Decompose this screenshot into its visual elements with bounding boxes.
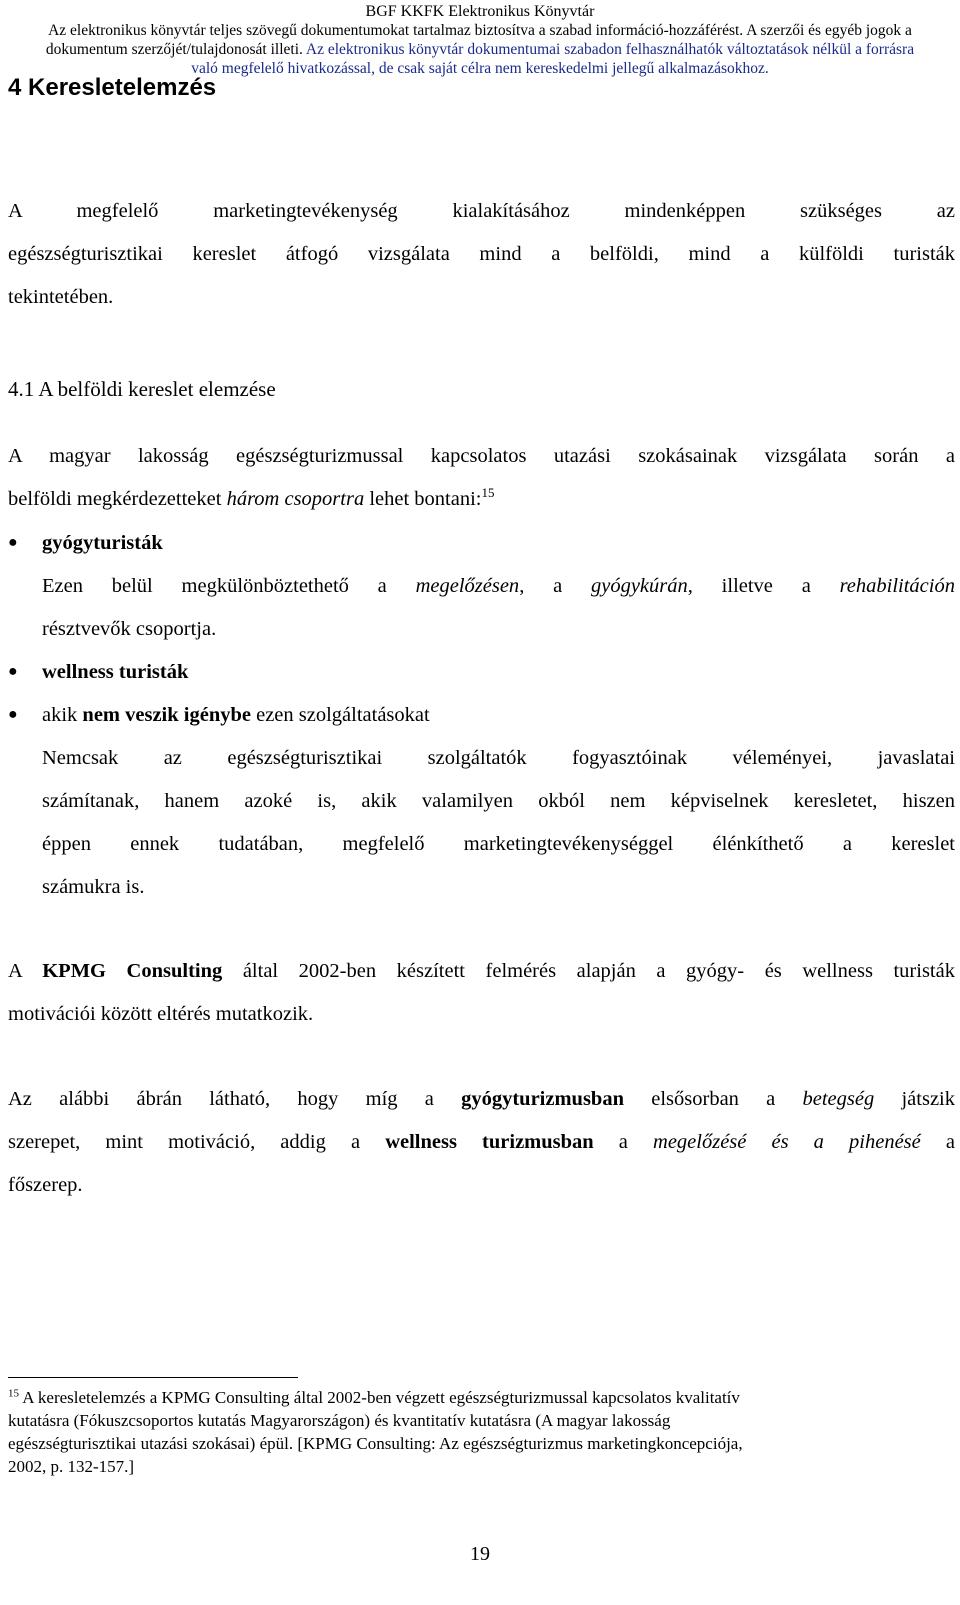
section-para-text: belföldi megkérdezetteket: [8, 488, 227, 510]
fig-l1-post: játszik: [874, 1088, 955, 1110]
figure-para-line-1: [8, 1078, 955, 1121]
footnote-number: 15: [8, 1387, 19, 1400]
bullet-dot-icon: ●: [8, 663, 18, 680]
bullet-2-title: [42, 651, 955, 694]
bullet-dot-icon: ●: [8, 534, 18, 551]
section-para-line-2: [8, 478, 955, 521]
library-header-notice-line3: való megfelelő hivatkozással, de csak saját célra nem kereskedelmi jellegű alkalmazásokhoz.: [191, 60, 769, 77]
footnote-line-3: egészségturisztikai utazási szokásai) épül. [KPMG Consulting: Az egészségturizmus marketingkoncepciója,: [8, 1434, 743, 1453]
b1-italic-2: gyógykúrán: [590, 575, 688, 597]
intro-line-2: egészségturisztikai kereslet átfogó vizsgálata mind a belföldi, mind a külföldi turisták: [8, 243, 955, 265]
footnote-separator: [8, 1377, 298, 1378]
b3-post: ezen szolgáltatásokat: [250, 704, 430, 726]
fig-l2-pre: szerepet, mint motiváció, addig a: [8, 1131, 386, 1153]
header-notice-link-text: Az elektronikus könyvtár dokumentumai szabadon felhasználhatók változtatások nélkül a forrásra: [302, 41, 915, 58]
bullet-3-line-2: Nemcsak az egészségturisztikai szolgáltatók fogyasztóinak véleményei, javaslatai: [42, 747, 955, 769]
kpmg-pre: A: [8, 960, 43, 982]
kpmg-post: által 2002-ben készített felmérés alapján a gyógy- és wellness turisták: [222, 960, 955, 982]
fig-l1-bold: gyógyturizmusban: [461, 1088, 624, 1110]
kpmg-para-line-1: [8, 950, 955, 993]
fig-l2-italic: megelőzésé és a pihenésé: [653, 1131, 921, 1153]
intro-line-3: tekintetében.: [8, 286, 114, 308]
library-header-title: BGF KKFK Elektronikus Könyvtár: [365, 3, 595, 20]
figure-para-line-3: főszerep.: [8, 1174, 83, 1196]
section-para-italic: három csoportra: [226, 488, 365, 510]
footnote: [8, 1386, 955, 1478]
bullet-2-title-text: wellness turisták: [42, 661, 189, 683]
b1-text: Ezen belül megkülönböztethető a: [42, 575, 416, 597]
bullet-3-line-3: számítanak, hanem azoké is, akik valamilyen okból nem képviselnek keresletet, hiszen: [42, 790, 955, 812]
footnote-line-4: 2002, p. 132-157.]: [8, 1457, 135, 1476]
section-para-line-1: A magyar lakosság egészségturizmussal kapcsolatos utazási szokásainak vizsgálata során a: [8, 445, 955, 467]
footnote-line-1: [8, 1386, 955, 1409]
bullet-3-line-4: éppen ennek tudatában, megfelelő marketingtevékenységgel élénkíthető a kereslet: [42, 833, 955, 855]
fig-l2-post: a: [920, 1131, 955, 1153]
bullet-dot-icon: ●: [8, 706, 18, 723]
section-para-text-post: lehet bontani:: [364, 488, 482, 510]
library-header-notice-line2: [0, 40, 960, 59]
bullet-1-title: [42, 522, 955, 565]
chapter-title: 4 Keresletelemzés: [8, 74, 217, 101]
page-number: 19: [470, 1543, 490, 1565]
fig-l1-italic: betegség: [802, 1088, 875, 1110]
fig-l2-bold: wellness turizmusban: [385, 1131, 594, 1153]
kpmg-para-line-2: motivációi között eltérés mutatkozik.: [8, 1003, 314, 1025]
figure-para-line-2: [8, 1121, 955, 1164]
kpmg-bold: KPMG Consulting: [42, 960, 223, 982]
fig-l2-mid: a: [593, 1131, 654, 1153]
library-header-notice-line1: Az elektronikus könyvtár teljes szövegű dokumentumokat tartalmaz biztosítva a szabad információ-hozzáférést. A szerzői és egyéb jogok a: [48, 22, 912, 39]
intro-line-1: A megfelelő marketingtevékenység kialakításához mindenképpen szükséges az: [8, 200, 955, 222]
b3-pre: akik: [42, 704, 83, 726]
b1-text-2: , a: [519, 575, 591, 597]
header-notice-text: dokumentum szerzőjét/tulajdonosát illeti.: [45, 41, 303, 58]
b1-italic-1: megelőzésen: [415, 575, 520, 597]
footnote-reference[interactable]: 15: [481, 485, 495, 501]
b1-text-3: , illetve a: [687, 575, 840, 597]
section-title: 4.1 A belföldi kereslet elemzése: [8, 377, 276, 401]
fig-l1-pre: Az alábbi ábrán látható, hogy míg a: [8, 1088, 462, 1110]
bullet-1-title-text: gyógyturisták: [42, 532, 163, 554]
footnote-text: A keresletelemzés a KPMG Consulting által 2002-ben végzett egészségturizmussal kapcsolatos kvalitatív: [19, 1388, 740, 1407]
bullet-3-line-5: számukra is.: [42, 876, 145, 898]
b1-italic-3: rehabilitáción: [839, 575, 955, 597]
b3-bold: nem veszik igénybe: [82, 704, 251, 726]
bullet-1-desc-line-2: résztvevők csoportja.: [42, 618, 217, 640]
fig-l1-mid: elsősorban a: [624, 1088, 803, 1110]
bullet-3-line-1: [42, 694, 955, 737]
bullet-1-desc-line-1: [42, 565, 955, 608]
footnote-line-2: kutatásra (Fókuszcsoportos kutatás Magyarországon) és kvantitatív kutatásra (A magyar lakosság: [8, 1411, 671, 1430]
